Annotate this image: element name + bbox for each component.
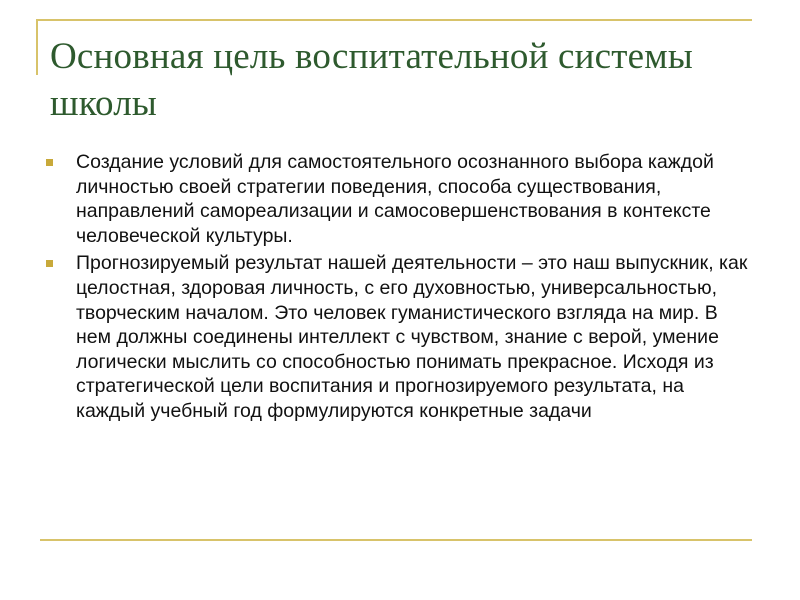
list-item bbox=[46, 251, 756, 423]
list-item bbox=[46, 150, 756, 248]
top-rule bbox=[36, 19, 752, 21]
bullet-list bbox=[46, 150, 756, 427]
left-rule bbox=[36, 19, 38, 75]
square-bullet-icon bbox=[46, 159, 53, 166]
bottom-rule bbox=[40, 539, 752, 541]
square-bullet-icon bbox=[46, 260, 53, 267]
bullet-text: Создание условий для самостоятельного осознанного выбора каждой личностью своей стратегии поведения, способа существования, направлений самореализации и самосовершенствования в контексте человеческой культуры. bbox=[76, 151, 714, 247]
slide-title: Основная цель воспитательной системы школы bbox=[50, 36, 693, 124]
bullet-text: Прогнозируемый результат нашей деятельности – это наш выпускник, как целостная, здоровая личность, с его духовностью, универсальностью, творческим началом. Это человек гуманистического взгляда на мир. В нем должны соединены интеллект с чувством, знание с верой, умение логически мыслить со способностью понимать прекрасное. Исходя из стратегической цели воспитания и прогнозируемого результата, на каждый учебный год формулируются конкретные задачи bbox=[76, 252, 748, 422]
